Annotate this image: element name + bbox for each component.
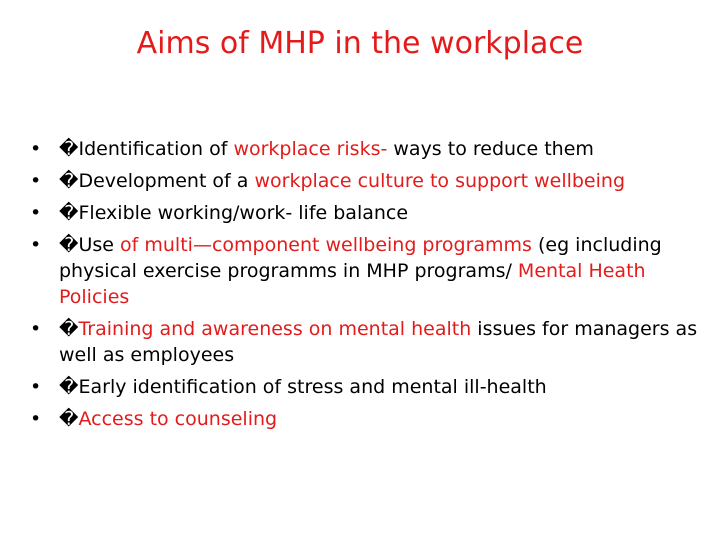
- bullet-item: [30, 200, 700, 226]
- bullet-text: (eg including physical exercise programms in MHP programs/: [59, 234, 662, 282]
- bullet-dot-icon: •: [30, 202, 42, 224]
- highlighted-text: of multi—component wellbeing programms: [120, 234, 532, 256]
- bullet-dot-icon: •: [30, 408, 42, 430]
- slide-title: Aims of MHP in the workplace: [136, 26, 584, 61]
- bullet-item: [30, 232, 700, 310]
- highlighted-text: Access to counseling: [78, 408, 278, 430]
- bullet-dot-icon: •: [30, 234, 42, 256]
- missing-glyph-icon: �: [59, 202, 79, 224]
- highlighted-text: Training and awareness on mental health: [78, 318, 472, 340]
- bullet-text: Identification of: [78, 138, 234, 160]
- bullet-dot-icon: •: [30, 376, 42, 398]
- bullet-dot-icon: •: [30, 318, 42, 340]
- highlighted-text: workplace culture to support wellbeing: [254, 170, 626, 192]
- bullet-text: Early identification of stress and mental ill-health: [78, 376, 547, 398]
- missing-glyph-icon: �: [59, 170, 79, 192]
- highlighted-text: Mental Heath Policies: [59, 260, 646, 308]
- missing-glyph-icon: �: [59, 138, 79, 160]
- bullet-text: Use: [78, 234, 121, 256]
- bullet-list: [30, 136, 700, 438]
- bullet-text: ways to reduce them: [387, 138, 594, 160]
- bullet-text: Flexible working/work- life balance: [78, 202, 409, 224]
- highlighted-text: workplace risks-: [233, 138, 388, 160]
- missing-glyph-icon: �: [59, 376, 79, 398]
- missing-glyph-icon: �: [59, 408, 79, 430]
- missing-glyph-icon: �: [59, 318, 79, 340]
- bullet-text: Development of a: [78, 170, 255, 192]
- bullet-item: [30, 316, 700, 368]
- bullet-dot-icon: •: [30, 138, 42, 160]
- bullet-item: [30, 406, 700, 432]
- bullet-item: [30, 136, 700, 162]
- bullet-item: [30, 374, 700, 400]
- bullet-text: issues for managers as well as employees: [59, 318, 698, 366]
- bullet-dot-icon: •: [30, 170, 42, 192]
- missing-glyph-icon: �: [59, 234, 79, 256]
- bullet-item: [30, 168, 700, 194]
